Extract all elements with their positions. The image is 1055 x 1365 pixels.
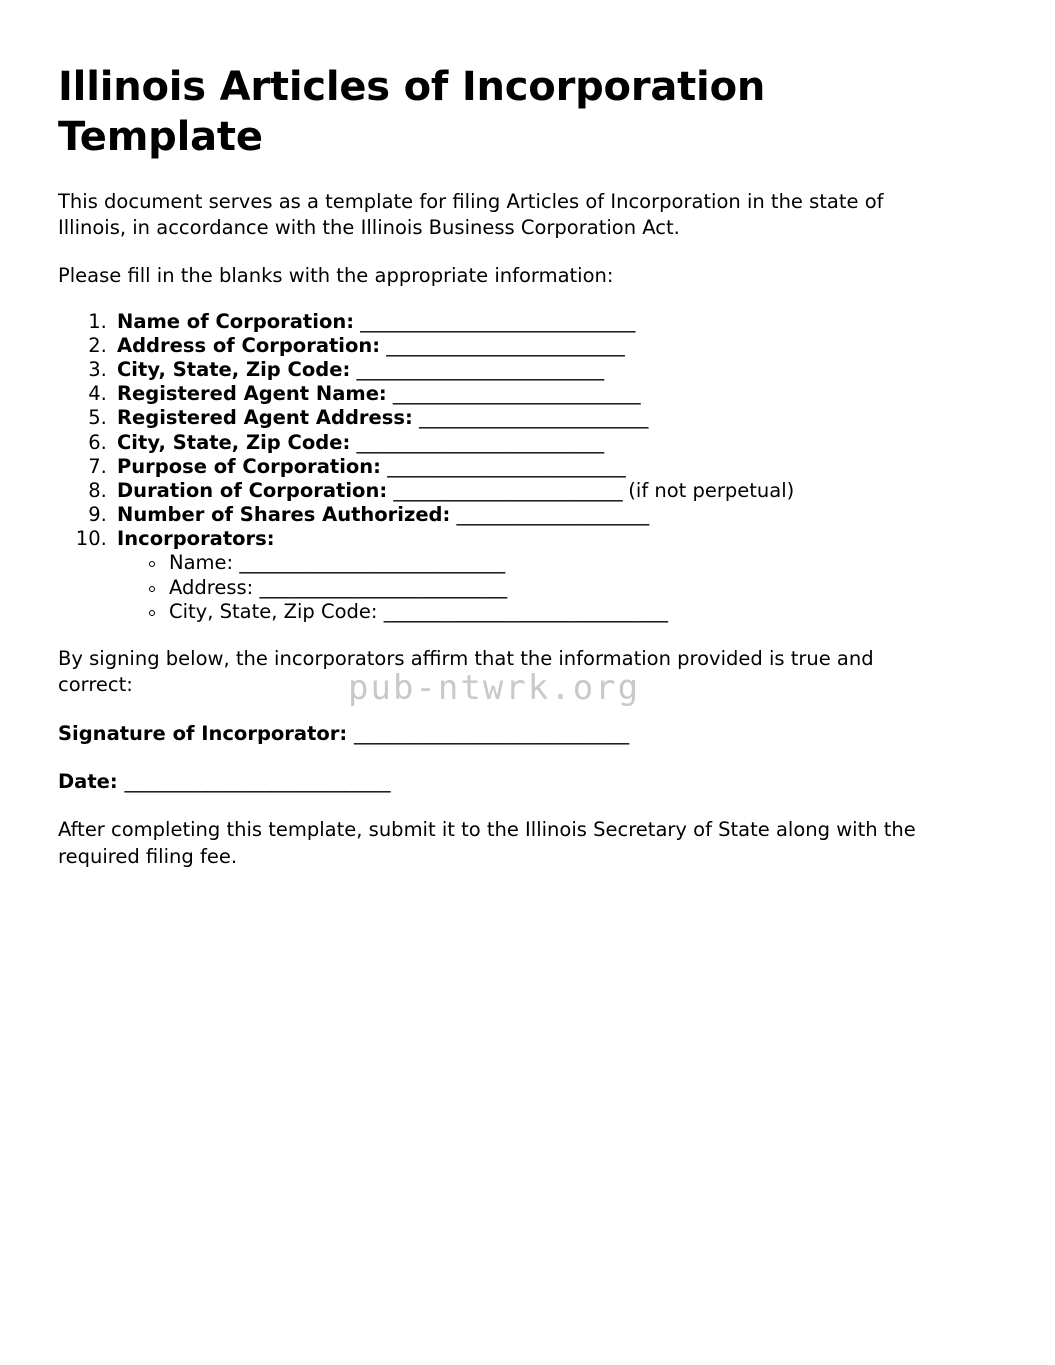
field-blank[interactable]: __________________________ — [387, 454, 626, 478]
incorporator-subfields-list — [117, 551, 938, 624]
field-blank[interactable]: ___________________________ — [356, 358, 604, 382]
list-item — [113, 431, 938, 455]
field-blank[interactable]: ______________________________ — [360, 309, 635, 333]
field-label: Registered Agent Name: — [117, 382, 387, 406]
subfield-label: Name: — [169, 551, 234, 575]
affirmation-paragraph: By signing below, the incorporators affirm that the information provided is true and correct: — [58, 646, 874, 697]
list-item — [113, 479, 938, 503]
date-blank[interactable]: _____________________________ — [124, 769, 390, 793]
field-blank[interactable]: ___________________________ — [392, 382, 640, 406]
closing-paragraph: After completing this template, submit it to the Illinois Secretary of State along with the required filing fee. — [58, 818, 916, 868]
field-blank[interactable]: _________________________ — [418, 406, 648, 430]
list-item — [113, 455, 938, 479]
list-item — [113, 382, 938, 406]
field-blank[interactable]: _________________________ — [393, 478, 623, 502]
sub-list-item — [147, 551, 938, 575]
fields-list — [58, 310, 938, 624]
list-item — [113, 310, 938, 334]
field-label: Name of Corporation: — [117, 309, 355, 333]
field-label: Number of Shares Authorized: — [117, 503, 451, 527]
signature-blank[interactable]: ______________________________ — [354, 721, 629, 745]
list-item — [113, 406, 938, 430]
field-suffix: (if not perpetual) — [628, 478, 795, 502]
list-item — [113, 358, 938, 382]
watermark-text: pub-ntwrk.org — [348, 668, 641, 708]
field-label: Purpose of Corporation: — [117, 454, 381, 478]
page-title: Illinois Articles of Incorporation Template — [58, 64, 766, 161]
field-blank[interactable]: ___________________________ — [356, 430, 604, 454]
signature-label: Signature of Incorporator: — [58, 721, 348, 745]
field-label: Registered Agent Address: — [117, 406, 413, 430]
subfield-blank[interactable]: _______________________________ — [383, 599, 668, 623]
field-label: City, State, Zip Code: — [117, 430, 351, 454]
date-label: Date: — [58, 769, 118, 793]
list-item — [113, 334, 938, 358]
list-item-incorporators — [113, 527, 938, 624]
field-blank[interactable]: _____________________ — [456, 503, 649, 527]
field-label: Address of Corporation: — [117, 333, 381, 357]
subfield-label: City, State, Zip Code: — [169, 599, 378, 623]
instruction-paragraph: Please fill in the blanks with the appropriate information: — [58, 264, 614, 288]
signature-field — [58, 721, 938, 747]
date-field — [58, 769, 938, 795]
subfield-blank[interactable]: ___________________________ — [259, 575, 507, 599]
field-label: Duration of Corporation: — [117, 478, 388, 502]
sub-list-item — [147, 576, 938, 600]
list-item — [113, 503, 938, 527]
intro-paragraph: This document serves as a template for filing Articles of Incorporation in the state of Illinois, in accordance with the Illinois Business Corporation Act. — [58, 189, 884, 240]
sub-list-item — [147, 600, 938, 624]
field-label: City, State, Zip Code: — [117, 358, 351, 382]
subfield-blank[interactable]: _____________________________ — [239, 551, 505, 575]
subfield-label: Address: — [169, 575, 254, 599]
field-blank[interactable]: __________________________ — [386, 333, 625, 357]
field-label: Incorporators: — [117, 527, 275, 551]
